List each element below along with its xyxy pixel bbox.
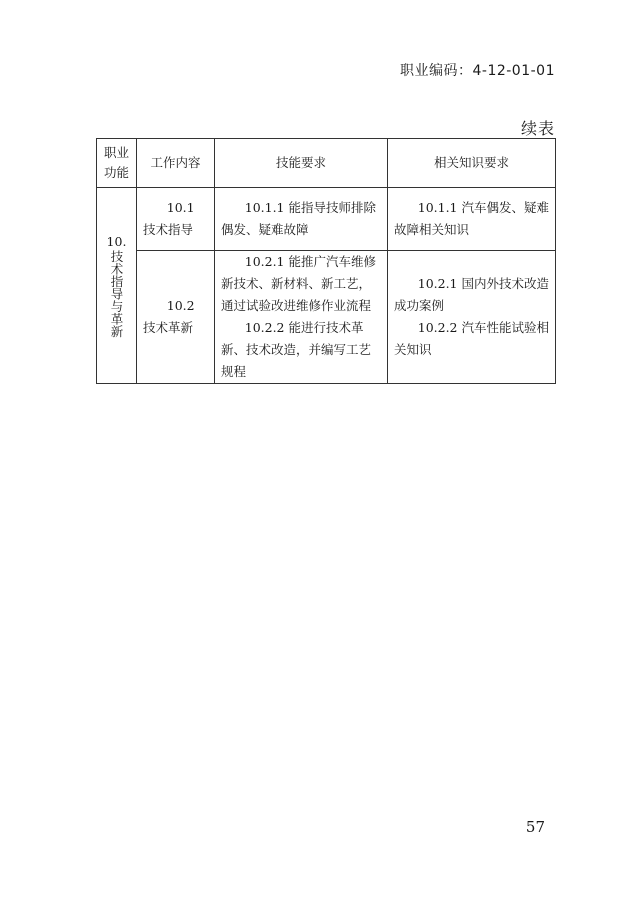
function-number: 10. — [106, 234, 127, 250]
table-header-row — [97, 139, 556, 188]
table-row — [97, 251, 556, 384]
work-content-text: 10.2 技术革新 — [143, 298, 195, 335]
work-content-text: 10.1 技术指导 — [143, 200, 195, 237]
function-cell — [97, 188, 137, 384]
work-content-cell — [137, 188, 215, 251]
work-content-cell — [137, 251, 215, 384]
skills-table — [96, 138, 556, 384]
knowledge-item: 10.2.2 汽车性能试验相关知识 — [394, 320, 549, 357]
table-row — [97, 188, 556, 251]
header-function: 职业 功能 — [97, 139, 137, 188]
knowledge-item: 10.2.1 国内外技术改造成功案例 — [394, 276, 549, 313]
header-skill-requirements: 技能要求 — [215, 139, 388, 188]
skill-cell — [215, 251, 388, 384]
skill-cell — [215, 188, 388, 251]
page-number: 57 — [525, 818, 545, 836]
knowledge-cell — [388, 188, 556, 251]
skill-item: 10.1.1 能指导技师排除偶发、疑难故障 — [221, 200, 376, 237]
knowledge-cell — [388, 251, 556, 384]
skill-item: 10.2.2 能进行技术革新、技术改造，并编写工艺规程 — [221, 320, 372, 379]
knowledge-item: 10.1.1 汽车偶发、疑难故障相关知识 — [394, 200, 549, 237]
function-name: 技术指导与革新 — [109, 250, 124, 338]
header-work-content: 工作内容 — [137, 139, 215, 188]
skill-item: 10.2.1 能推广汽车维修新技术、新材料、新工艺，通过试验改进维修作业流程 — [221, 254, 376, 313]
header-knowledge-requirements: 相关知识要求 — [388, 139, 556, 188]
occupation-code: 职业编码：4-12-01-01 — [399, 63, 555, 79]
continued-table-label: 续表 — [520, 119, 555, 138]
